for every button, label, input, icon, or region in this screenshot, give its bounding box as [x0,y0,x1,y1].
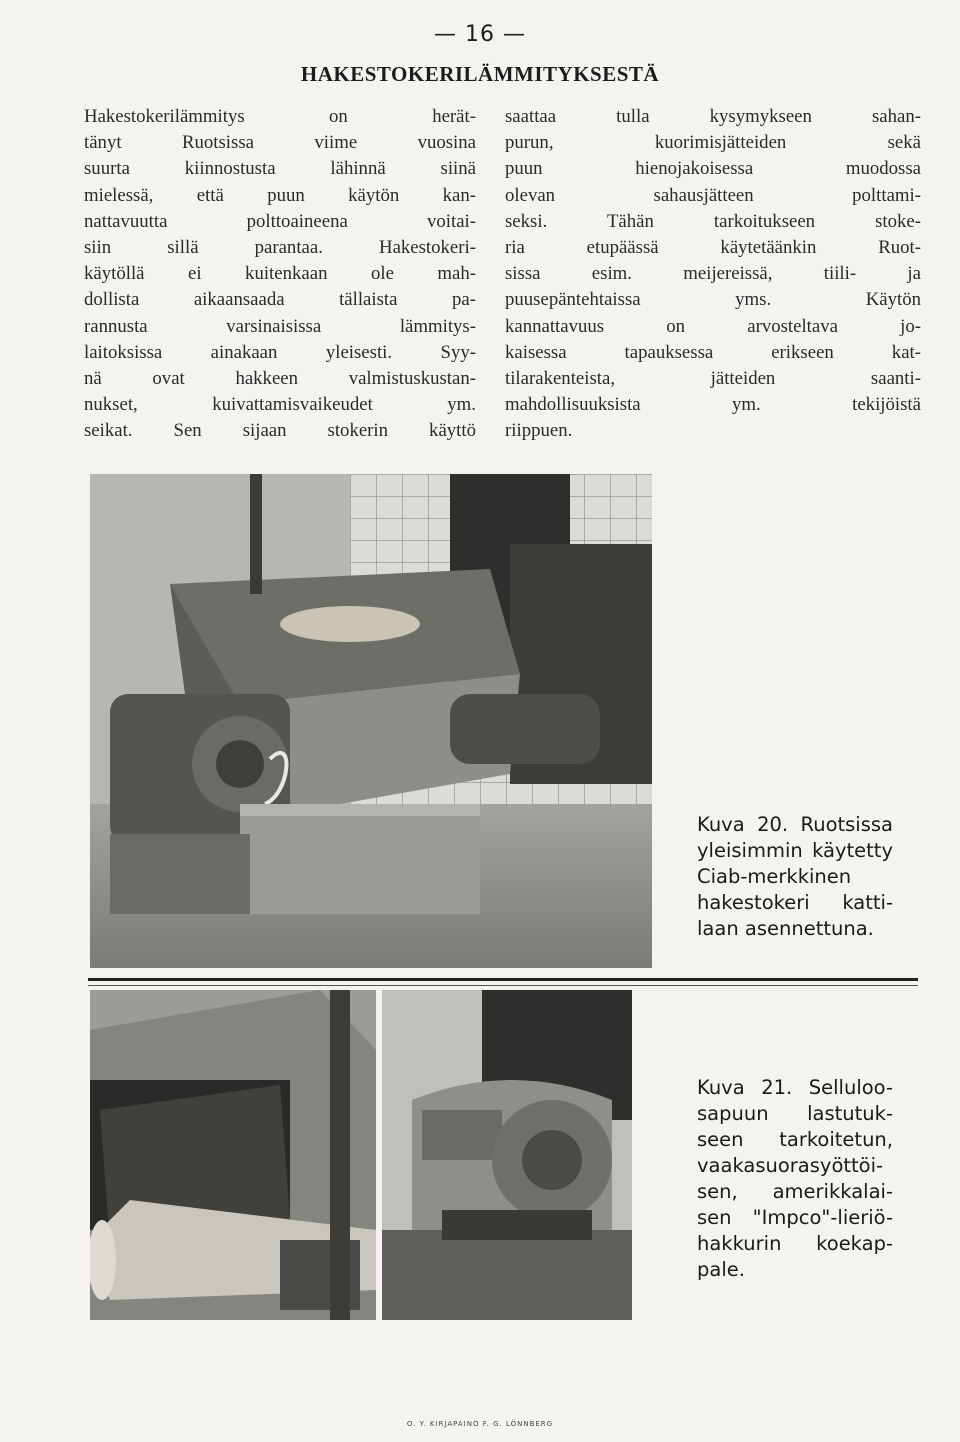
left-text-column [84,104,476,445]
caption-line: vaakasuorasyöttöi- [697,1154,884,1177]
text-line: laitoksissa ainakaan yleisesti. Syy- [84,341,476,363]
text-line: ria etupäässä käytetäänkin Ruot- [505,237,921,259]
text-line: purun, kuorimisjätteiden sekä [505,132,921,154]
text-line: Hakestokerilämmitys on herät- [84,106,476,127]
chipper-feed-photo [90,990,376,1320]
chipper-feed-illustration [90,990,376,1320]
text-line: puusepäntehtaissa yms. Käytön [505,289,921,311]
caption-line: Ciab-merkkinen [697,865,852,888]
text-line: kaisessa tapauksessa erikseen kat- [505,341,921,363]
text-line: seikat. Sen sijaan stokerin käyttö [84,420,476,442]
caption-line: sen "Impco"-lieriö- [697,1206,893,1229]
text-line: nä ovat hakkeen valmistuskustan- [84,368,476,390]
text-line: seksi. Tähän tarkoitukseen stoke- [505,210,921,232]
stoker-photo [90,474,652,968]
figure-20-caption [697,812,893,942]
text-line: siin sillä parantaa. Hakestokeri- [84,237,476,259]
text-line: kannattavuus on arvosteltava jo- [505,315,921,337]
printer-imprint: O. Y. KIRJAPAINO F. G. LÖNNBERG [406,1420,554,1428]
caption-line: hakkurin koekap- [697,1232,893,1255]
text-line: rannusta varsinaisissa lämmitys- [84,315,476,337]
caption-line: seen tarkoitetun, [697,1128,893,1151]
stoker-photo-illustration [90,474,652,968]
text-line: puun hienojakoisessa muodossa [505,158,921,180]
text-line: tilarakenteista, jätteiden saanti- [505,368,921,390]
text-line: sissa esim. meijereissä, tiili- ja [505,263,921,285]
text-line: dollista aikaansaada tällaista pa- [84,289,476,311]
text-line: tänyt Ruotsissa viime vuosina [84,132,476,154]
text-line: olevan sahausjätteen polttami- [505,184,921,206]
text-line: riippuen. [505,420,573,442]
right-text-column [505,104,921,445]
page-number: — 16 — [434,22,526,47]
caption-line: sen, amerikkalai- [697,1180,893,1203]
text-line: mahdollisuuksista ym. tekijöistä [505,394,921,416]
text-line: mielessä, että puun käytön kan- [84,184,476,206]
text-line: käytöllä ei kuitenkaan ole mah- [84,263,476,285]
figure-divider-thin [88,985,918,986]
text-line: nukset, kuivattamisvaikeudet ym. [84,394,476,416]
chipper-drum-illustration [382,990,632,1320]
caption-line: pale. [697,1258,745,1281]
text-line: saattaa tulla kysymykseen sahan- [505,106,921,127]
article-title: HAKESTOKERILÄMMITYKSESTÄ [300,62,660,86]
figure-21-caption [697,1075,893,1283]
text-line: suurta kiinnostusta lähinnä siinä [84,158,476,180]
caption-line: yleisimmin käytetty [697,839,893,862]
caption-line: hakestokeri katti- [697,891,893,914]
caption-line: sapuun lastutuk- [697,1102,893,1125]
caption-line: Kuva 20. Ruotsissa [697,813,893,836]
chipper-drum-photo [382,990,632,1320]
caption-line: laan asennettuna. [697,917,874,940]
caption-line: Kuva 21. Selluloo- [697,1076,893,1099]
text-line: nattavuutta polttoaineena voitai- [84,210,476,232]
figure-divider [88,978,918,981]
